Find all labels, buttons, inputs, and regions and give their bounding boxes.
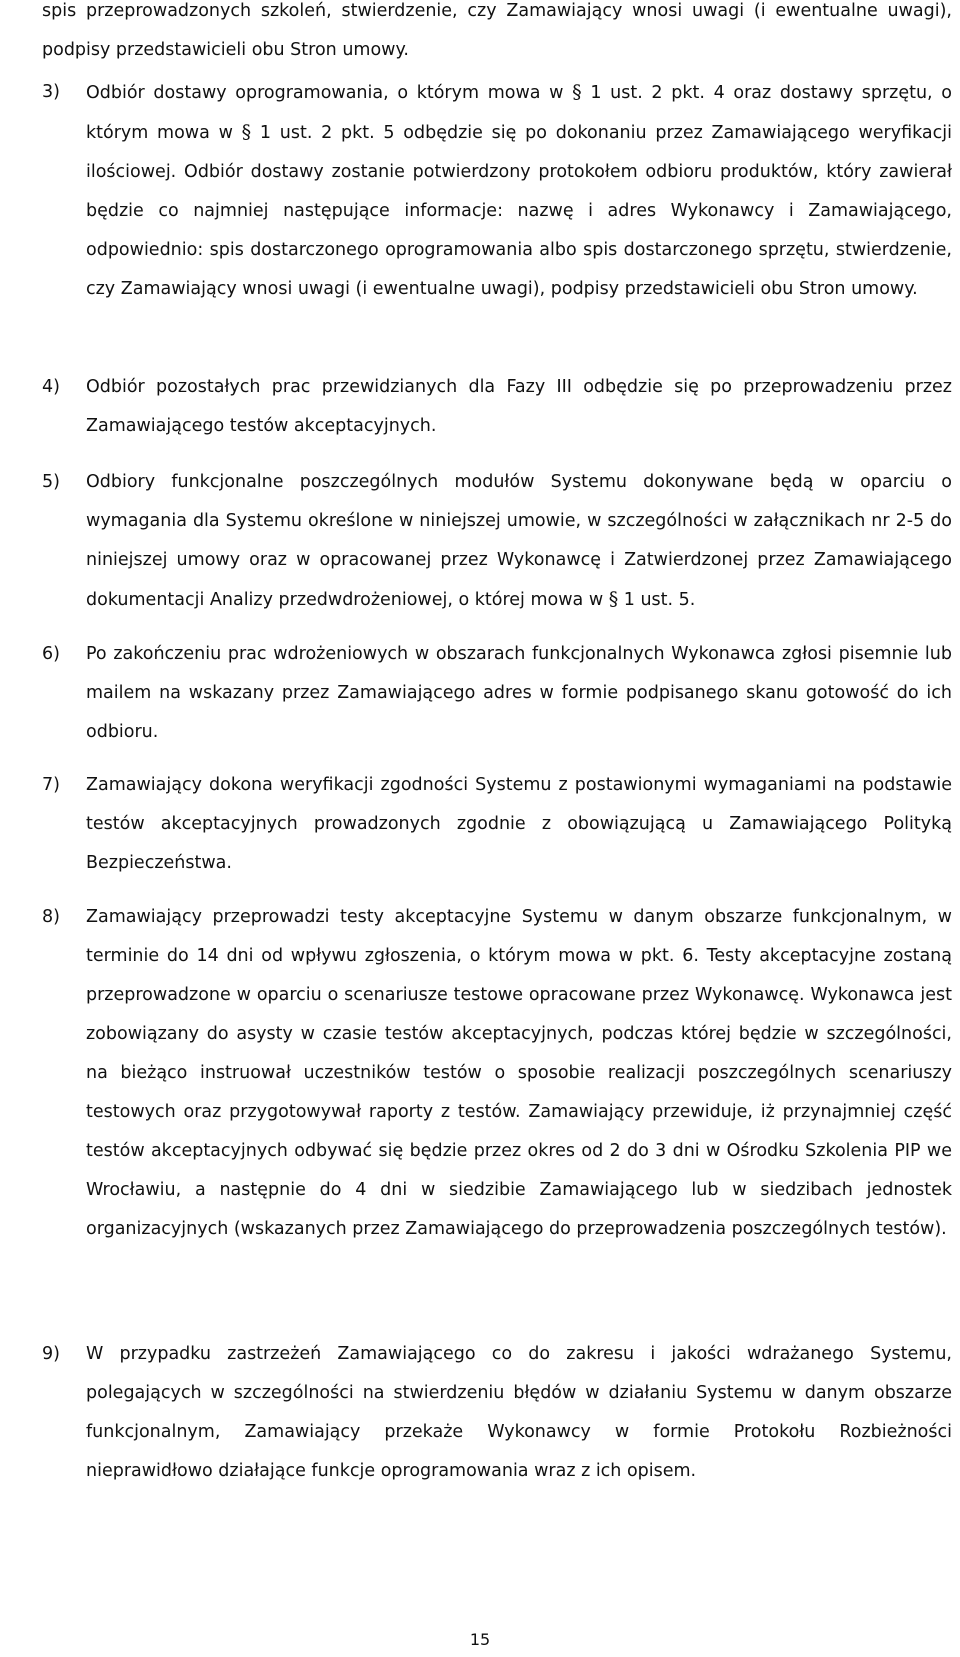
item-number: 5) (42, 472, 60, 492)
item-number: 7) (42, 775, 60, 795)
text-run: Odbiory funkcjonalne poszczególnych modułów Systemu dokonywane będą w oparciu o wymagania dla Systemu określone w niniejszej umowie, w szczególności w załącznikach nr 2-5 do niniejszej umowy oraz w opracowanej przez Wykonawcę i Zatwierdzonej przez Zamawiającego dokumentacji Analizy przedwdrożeniowej, o której mowa w (86, 472, 952, 610)
list-item-5 (42, 463, 952, 620)
page-number: 15 (469, 1630, 491, 1649)
item-number: 8) (42, 907, 60, 927)
text-run: W przypadku zastrzeżeń Zamawiającego co do zakresu i jakości wdrażanego Systemu, polegających w szczególności na stwierdzeniu błędów w działaniu Systemu w danym obszarze funkcjonalnym, Zamawiający przekaże Wykonawcy w formie Protokołu Rozbieżności nieprawidłowo działające funkcje oprogramowania wraz z ich opisem. (86, 1344, 952, 1481)
text-run: Odbiór pozostałych prac przewidzianych dla Fazy III odbędzie się po przeprowadzeniu przez Zamawiającego testów akceptacyjnych. (86, 377, 952, 436)
text-run: 1 ust. 5. (618, 590, 696, 610)
list-item-7 (42, 766, 952, 883)
text-run: 1 ust. 2 pkt. 5 odbędzie się po dokonaniu przez Zamawiającego weryfikacji ilościowej. Odbiór dostawy zostanie potwierdzony protokołem odbioru produktów, który zawierał będzie co najmniej następujące informacje: nazwę i adres Wykonawcy i Zamawiającego, odpowiednio: spis dostarczonego oprogramowania albo spis dostarczonego sprzętu, stwierdzenie, czy Zamawiający wnosi uwagi (i ewentualne uwagi), podpisy przedstawicieli obu Stron umowy. (86, 123, 952, 299)
text-run: Zamawiający przeprowadzi testy akceptacyjne Systemu w danym obszarze funkcjonalnym, w terminie do 14 dni od wpływu zgłoszenia, o którym mowa w pkt. 6. Testy akceptacyjne zostaną przeprowadzone w oparciu o scenariusze testowe opracowane przez Wykonawcę. Wykonawca jest zobowiązany do asysty w czasie testów akceptacyjnych, podczas której będzie w szczególności, na bieżąco instruował uczestników testów o sposobie realizacji poszczególnych scenariuszy testowych oraz przygotowywał raporty z testów. Zamawiający przewiduje, iż przynajmniej część testów akceptacyjnych odbywać się będzie przez okres od 2 do 3 dni w Ośrodku Szkolenia PIP we Wrocławiu, a następnie do 4 dni w siedzibie Zamawiającego lub w siedzibach jednostek organizacyjnych (wskazanych przez Zamawiającego do przeprowadzenia poszczególnych testów). (86, 907, 952, 1239)
item-text (86, 766, 952, 883)
text-run: 1 ust. 2 pkt. 4 oraz dostawy sprzętu, o którym mowa w (86, 83, 952, 143)
section-symbol: § (572, 81, 582, 103)
text-run: Odbiór dostawy oprogramowania, o którym mowa w (86, 83, 573, 103)
list-item-6 (42, 635, 952, 752)
section-symbol: § (608, 588, 619, 610)
paragraph-intro: spis przeprowadzonych szkoleń, stwierdzenie, czy Zamawiający wnosi uwagi (i ewentualne uwagi), podpisy przedstawicieli obu Stron umowy. (42, 1, 952, 60)
item-text (86, 898, 952, 1249)
text-run: Zamawiający dokona weryfikacji zgodności Systemu z postawionymi wymaganiami na podstawie testów akceptacyjnych prowadzonych zgodnie z obowiązującą u Zamawiającego Polityką Bezpieczeństwa. (86, 775, 952, 873)
item-number: 4) (42, 377, 60, 397)
item-text (86, 635, 952, 752)
list-item-9 (42, 1335, 952, 1491)
item-number: 6) (42, 644, 60, 664)
item-text (86, 73, 952, 309)
list-item-4 (42, 368, 952, 446)
item-text (86, 1335, 952, 1491)
item-number: 9) (42, 1344, 60, 1364)
item-text (86, 463, 952, 620)
list-item-3 (42, 73, 952, 309)
item-number: 3) (42, 82, 60, 102)
item-text (86, 368, 952, 446)
list-item-8 (42, 898, 952, 1249)
section-symbol: § (241, 121, 252, 143)
text-run: Po zakończeniu prac wdrożeniowych w obszarach funkcjonalnych Wykonawca zgłosi pisemnie lub mailem na wskazany przez Zamawiającego adres w formie podpisanego skanu gotowość do ich odbioru. (86, 644, 952, 742)
